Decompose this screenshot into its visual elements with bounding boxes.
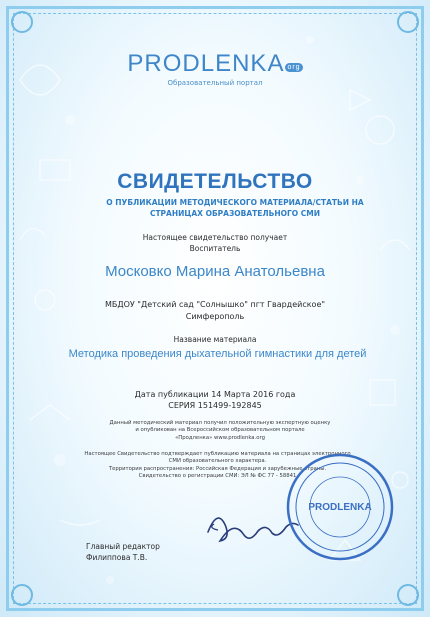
series-number: СЕРИЯ 151499-192845 bbox=[168, 401, 262, 410]
official-seal bbox=[283, 450, 398, 565]
recipient-block bbox=[0, 232, 430, 254]
certificate-title: СВИДЕТЕЛЬСТВО bbox=[117, 170, 313, 193]
publication-block bbox=[0, 389, 430, 411]
recipient-name: Московко Марина Анатольевна bbox=[105, 263, 325, 280]
brand-name: PRODLENKA bbox=[127, 50, 285, 77]
brand-domain-badge: org bbox=[287, 64, 301, 71]
confirm-line: Территория распространения: Российская Федерация и зарубежные страны. bbox=[108, 465, 327, 472]
material-label: Название материала bbox=[173, 335, 257, 344]
recipient-role: Воспитатель bbox=[189, 244, 241, 253]
city: Симферополь bbox=[185, 312, 245, 321]
review-note bbox=[80, 420, 360, 442]
certificate-subtitle: О ПУБЛИКАЦИИ МЕТОДИЧЕСКОГО МАТЕРИАЛА/СТАТЬИ НА СТРАНИЦАХ ОБРАЗОВАТЕЛЬНОГО СМИ bbox=[106, 198, 364, 218]
review-line: «Продленка» www.prodlenka.org bbox=[175, 434, 265, 441]
editor-name: Филиппова Т.В. bbox=[86, 553, 148, 562]
brand-tagline: Образовательный портал bbox=[167, 79, 263, 87]
confirm-line: Свидетельство о регистрации СМИ: ЭЛ № ФС 77 - 58841 bbox=[138, 473, 297, 480]
confirm-line: СМИ образовательного характера. bbox=[168, 458, 267, 465]
organization-block bbox=[0, 299, 430, 323]
review-line: и опубликован на Всероссийском образовательном портале bbox=[135, 427, 305, 434]
editor-title: Главный редактор bbox=[86, 542, 160, 551]
brand-logo bbox=[0, 50, 430, 78]
publication-date: Дата публикации 14 Марта 2016 года bbox=[134, 390, 296, 399]
organization: МБДОУ "Детский сад "Солнышко" пгт Гвардейское" bbox=[104, 300, 326, 309]
review-line: Данный методический материал получил положительную экспертную оценку bbox=[109, 420, 331, 426]
confirm-line: Настоящее Свидетельство подтверждает публикацию материала на страницах электронного bbox=[84, 451, 351, 457]
editor-block bbox=[86, 541, 160, 563]
seal-text: PRODLENKA bbox=[308, 502, 372, 513]
recipient-intro: Настоящее свидетельство получает bbox=[142, 233, 288, 242]
material-title: Методика проведения дыхательной гимнастики для детей bbox=[68, 348, 367, 360]
